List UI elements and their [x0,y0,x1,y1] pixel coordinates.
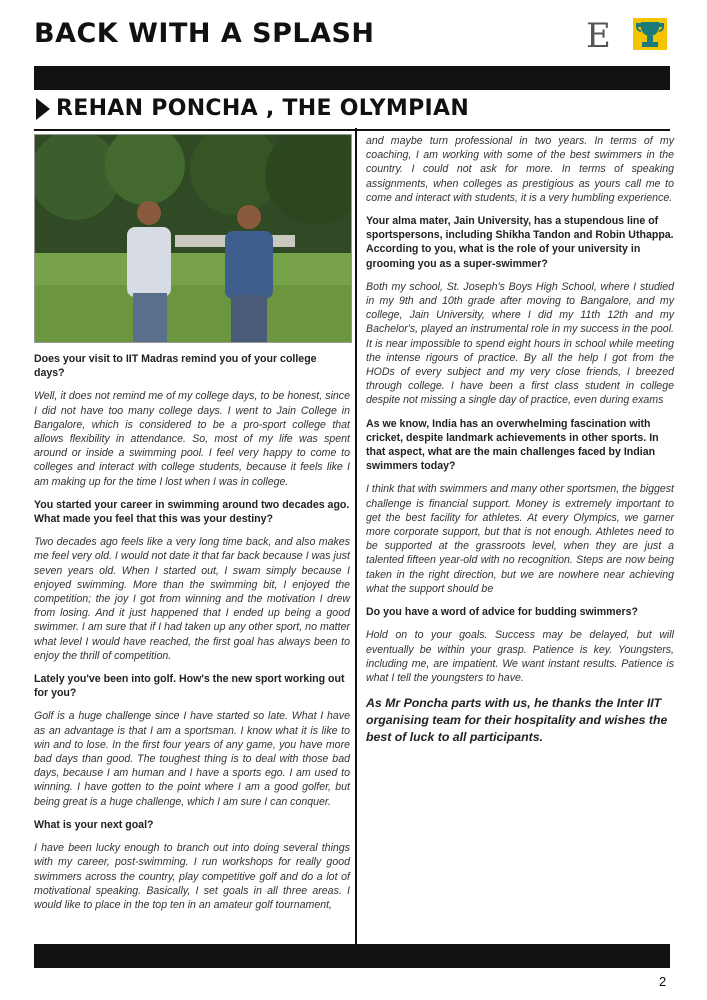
answer: Hold on to your goals. Success may be delayed, but will eventually be within your grasp. Patience is key. Youngsters, including me, are impatient. We want instant results. Patience is what I tell the youngsters to have. [366,629,674,684]
question: Your alma mater, Jain University, has a stupendous line of sportspersons, including Shikha Tandon and Robin Uthappa. According to you, what is the role of your university in grooming you as a super-swimmer? [366,215,674,270]
trophy-logo-icon [633,18,667,50]
question: Does your visit to IIT Madras remind you of your college days? [34,353,317,380]
question: As we know, India has an overwhelming fascination with cricket, despite landmark achievements in other sports. In that aspect, what are the main challenges faced by Indian swimmers today? [366,417,659,473]
answer: Both my school, St. Joseph's Boys High School, where I studied in my 9th and 10th grade after moving to Bangalore, and my college, Jain University, where I did my 11th 12th and my Bachelor's, played an instrumental role in my success in the pool. It is near impossible to spend eight hours in school while meeting the intense rigours of practice. By all the help I got from the HODs of every subject and my very close friends, I breezed through college. I have been a first class student in college despite not missing a single day of practice, even during exams [366,280,674,407]
question: Lately you've been into golf. How's the new sport working out for you? [34,673,345,700]
answer: Golf is a huge challenge since I have started so late. What I have as an advantage is that I am a sportsman. I know what it is like to win and to lose. In the first four years of any game, you have more bad days than good. The toughest thing is to deal with those bad days, because I am human and I have a sports ego. I am used to winning. I have gotten to the point where I am a good golfer, but being great is a huge challenge, which I am sure I can conquer. [34,710,350,808]
article-heading-text: REHAN PONCHA , THE OLYMPIAN [56,96,470,121]
footer-bar [34,944,670,968]
column-divider [355,128,357,944]
article-heading [36,96,469,121]
answer: Two decades ago feels like a very long time back, and also makes me feel very old. I would not date it that far back because I was just seven years old. When I started out, I swam simply because I enjoyed swimming. More than the swimming bit, I enjoyed the competition; the joy I got from winning and the motivation I drew from losing. And it just happened that I ended up being a good swimmer. I am sure that if I had taken up any other sport, no matter what level I would have reached, the first goal has always been to enjoy the thrill of competition. [34,536,350,662]
magazine-logo: E [586,16,611,56]
question: Do you have a word of advice for budding swimmers? [366,606,638,619]
page-title: BACK WITH A SPLASH [34,18,375,49]
page-number: 2 [659,974,667,989]
answer: I think that with swimmers and many other sportsmen, the biggest challenge is financial support. Money is extremely important to get the best facility for athletes. At every Olympics, we garner more corporate support, but that is not enough. Athletes need to be supported at the grassroots level, when they are just a talented fifteen year-old with no recognition. Steps are now being taken in the right direction, but we are nowhere near achieving what the support should be [366,483,674,595]
header-bar [34,66,670,90]
question: You started your career in swimming around two decades ago. What made you feel that this was your destiny? [34,498,350,526]
answer: Well, it does not remind me of my college days, to be honest, since I did not have too many college days. I went to Jain College in Bangalore, which is considered to be a pro-sport college that allows flexibility in attendance. So, most of my life was spent around or inside a swimming pool. I feel very happy to come to colleges and interact with college students, because it feels like I am making up for the time I lost when I was in college. [34,390,350,488]
play-arrow-icon [36,98,50,120]
heading-rule [34,129,670,131]
interview-photo [34,134,352,343]
question: What is your next goal? [34,818,154,831]
closing-note: As Mr Poncha parts with us, he thanks the Inter IIT organising team for their hospitality and wishes the best of luck to all participants. [366,696,668,745]
answer-continued: and maybe turn professional in two years. In terms of my coaching, I am working with some of the best swimmers in the country. I could not ask for more. In terms of speaking assignments, when colleges as prestigious as yours call me to come and interact with students, it is a very humbling experience. [366,135,674,204]
left-column [34,348,350,921]
answer: I have been lucky enough to branch out into doing several things with my career, post-swimming. I run workshops for really good swimmers across the country, play competitive golf and do a lot of motivational speaking. Basically, I set goals in all three areas. I would like to place in the top ten in an amateur golf tournament, [34,842,350,911]
right-column [366,134,674,746]
